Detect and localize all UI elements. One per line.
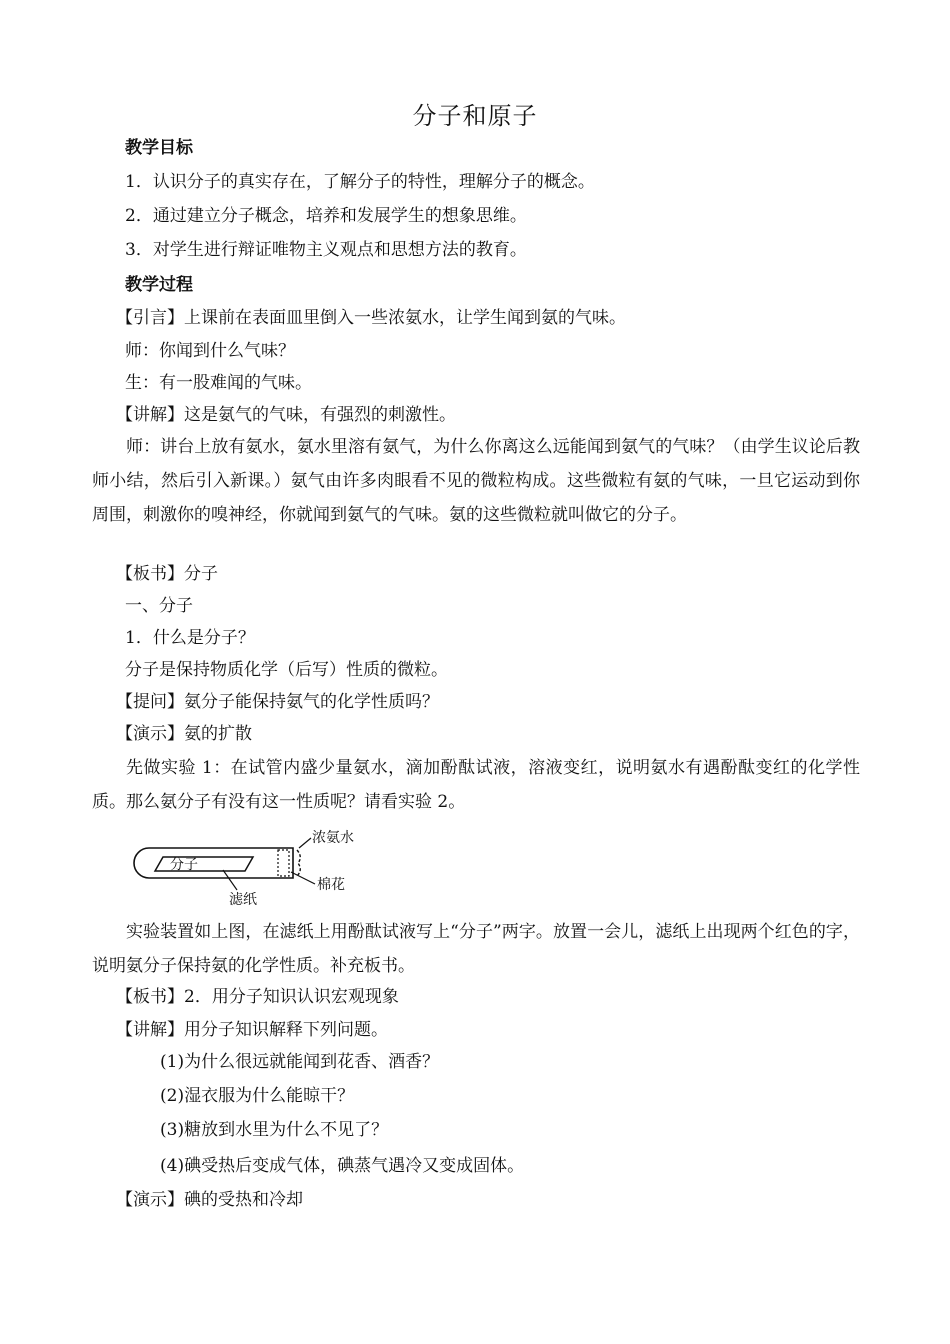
question-3: (3)糖放到水里为什么不见了？: [160, 1120, 389, 1140]
test-tube: [134, 848, 293, 878]
section-heading-molecule: 一、分子: [125, 596, 193, 616]
explain-line-2: 【讲解】用分子知识解释下列问题。: [116, 1020, 388, 1040]
goal-item-2: 2．通过建立分子概念，培养和发展学生的想象思维。: [125, 206, 527, 226]
ammonia-drops: [297, 850, 300, 876]
board-line-1: 【板书】分子: [116, 564, 218, 584]
cotton-label: 棉花: [317, 877, 345, 893]
teacher-line: 师：你闻到什么气味？: [125, 341, 295, 361]
molecule-definition: 分子是保持物质化学（后写）性质的微粒。: [125, 660, 448, 680]
filter-label: 滤纸: [229, 892, 257, 906]
ammonia-label: 浓氨水: [312, 830, 354, 846]
demo-line-1: 【演示】氨的扩散: [116, 724, 252, 744]
page-title: 分子和原子: [412, 102, 538, 130]
ask-line: 【提问】氨分子能保持氨气的化学性质吗？: [116, 692, 439, 712]
board-line-2: 【板书】2．用分子知识认识宏观现象: [116, 987, 399, 1007]
paper-label: 分子: [170, 857, 198, 873]
question-what-is-molecule: 1．什么是分子？: [125, 628, 255, 648]
setup-paragraph: 实验装置如上图，在滤纸上用酚酞试液写上“分子”两字。放置一会儿，滤纸上出现两个红色的字，说明氨分子保持氨的化学性质。补充板书。: [92, 922, 860, 976]
cotton-plug: [278, 850, 289, 876]
question-2: (2)湿衣服为什么能晾干？: [160, 1086, 355, 1106]
explain-line: 【讲解】这是氨气的气味，有强烈的刺激性。: [116, 405, 456, 425]
question-1: (1)为什么很远就能闻到花香、酒香？: [160, 1052, 440, 1072]
explanation-paragraph: 师：讲台上放有氨水，氨水里溶有氨气，为什么你离这么远能闻到氨气的气味？（由学生议论后教师小结，然后引入新课。）氨气由许多肉眼看不见的微粒构成。这些微粒有氨的气味，一旦它运动到你周围，刺激你的嗅神经，你就闻到氨气的气味。氨的这些微粒就叫做它的分子。: [92, 437, 860, 525]
cotton-leader: [291, 872, 315, 884]
demo-line-2: 【演示】碘的受热和冷却: [116, 1190, 303, 1210]
ammonia-leader: [299, 838, 311, 848]
experiment-paragraph: 先做实验 1：在试管内盛少量氨水，滴加酚酞试液，溶液变红，说明氨水有遇酚酞变红的化学性质。那么氨分子有没有这一性质呢？请看实验 2。: [92, 758, 860, 812]
student-line: 生：有一股难闻的气味。: [125, 373, 312, 393]
goals-heading: 教学目标: [125, 138, 193, 158]
goal-item-3: 3．对学生进行辩证唯物主义观点和思想方法的教育。: [125, 240, 527, 260]
question-4: (4)碘受热后变成气体，碘蒸气遇冷又变成固体。: [160, 1156, 525, 1176]
process-heading: 教学过程: [125, 275, 193, 295]
intro-line: 【引言】上课前在表面皿里倒入一些浓氨水，让学生闻到氨的气味。: [116, 308, 626, 328]
experiment-diagram: [125, 826, 370, 906]
goal-item-1: 1．认识分子的真实存在，了解分子的特性，理解分子的概念。: [125, 172, 595, 192]
filter-leader: [223, 870, 237, 890]
